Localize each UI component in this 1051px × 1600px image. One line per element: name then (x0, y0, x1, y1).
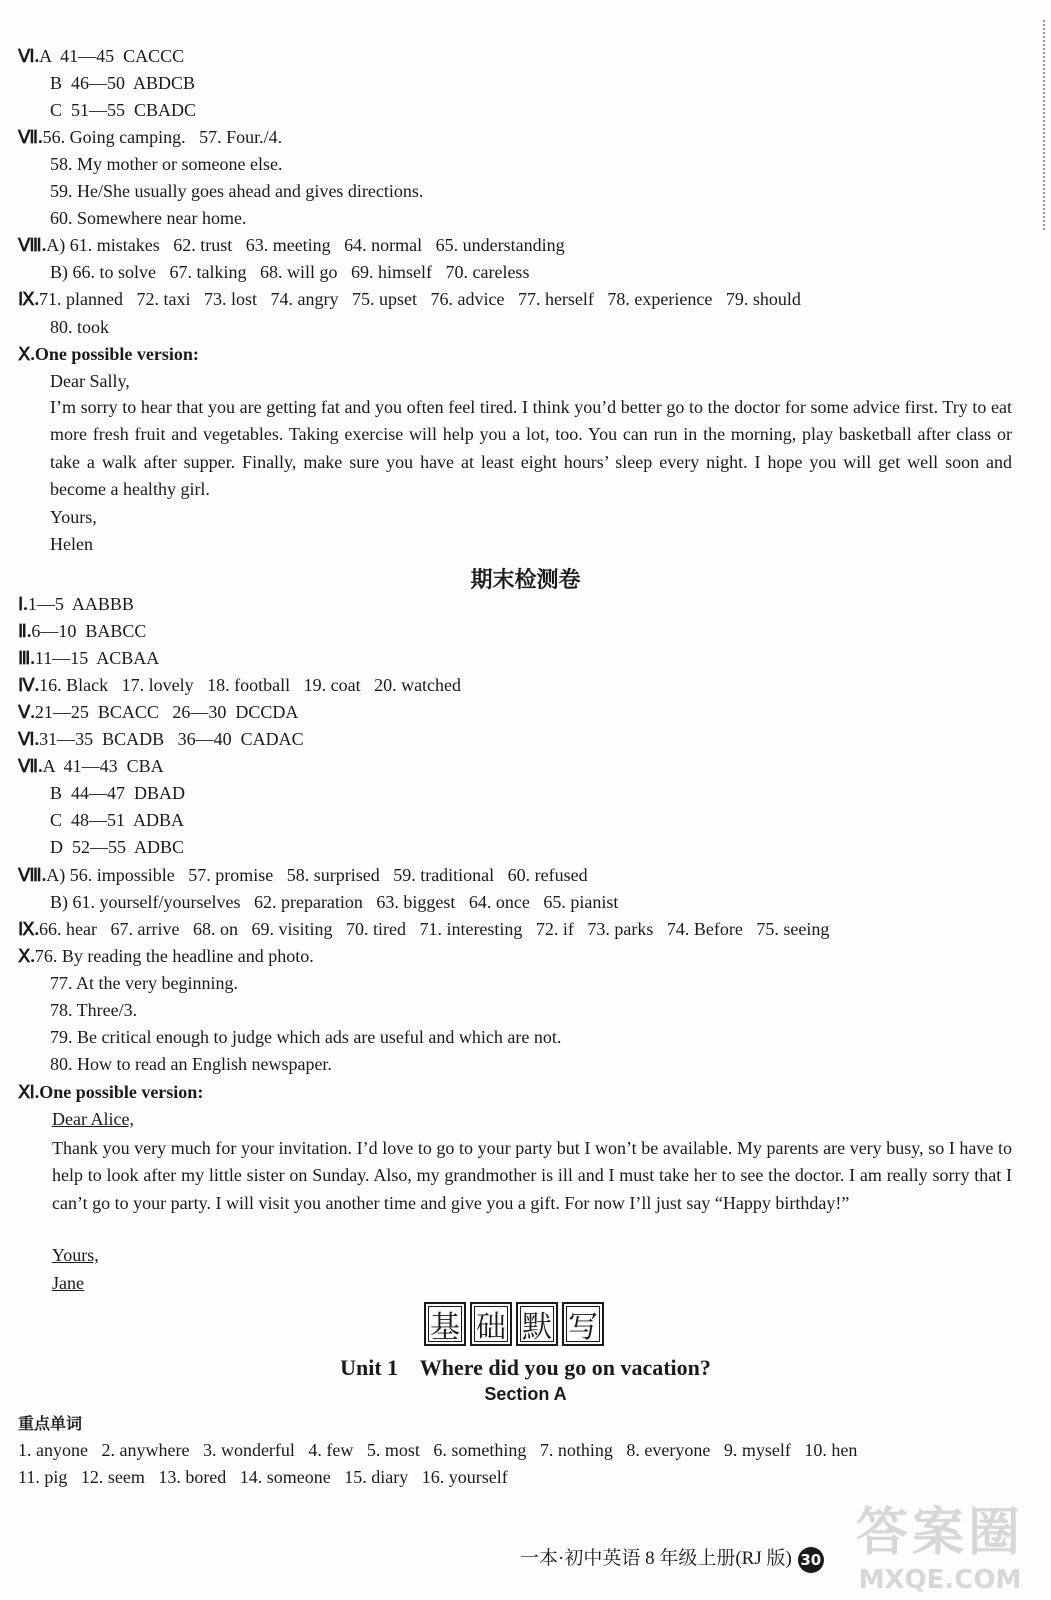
answer-text: Helen (50, 534, 93, 554)
answer-line (18, 647, 159, 669)
banner-char-1: 基 (424, 1302, 466, 1346)
section-numeral: Ⅵ. (18, 729, 40, 749)
answer-line (50, 207, 246, 229)
unit-title: Unit 1 Where did you go on vacation? (340, 1355, 711, 1380)
answer-text: 78. Three/3. (50, 1000, 138, 1020)
vocab-heading: 重点单词 (18, 1414, 83, 1433)
answer-line (18, 701, 298, 723)
section-numeral: Ⅸ. (18, 289, 40, 309)
section-numeral: Ⅳ. (18, 675, 40, 695)
answer-line (50, 809, 184, 831)
answer-line (50, 782, 185, 804)
answer-line (50, 533, 93, 555)
answer-line (50, 316, 109, 338)
answer-text: 16. Black 17. lovely 18. football 19. coat 20. watched (39, 675, 462, 695)
answer-text: 80. took (50, 317, 110, 337)
answer-line (50, 1053, 332, 1075)
answer-text: One possible version: (39, 1082, 204, 1102)
section-numeral: Ⅺ. (18, 1082, 40, 1102)
answer-text: 21—25 BCACC 26—30 DCCDA (34, 702, 299, 722)
answer-line (50, 261, 529, 283)
answer-line (50, 1026, 561, 1048)
section-numeral: Ⅷ. (18, 865, 47, 885)
section-numeral: Ⅵ. (18, 46, 40, 66)
answer-text: B) 61. yourself/yourselves 62. preparation 63. biggest 64. once 65. pianist (50, 892, 619, 912)
answer-line (18, 674, 461, 696)
answer-text: B) 66. to solve 67. talking 68. will go 69. himself 70. careless (50, 262, 530, 282)
vocab-line-2: 11. pig 12. seem 13. bored 14. someone 15. diary 16. yourself (18, 1467, 508, 1487)
answer-text: 1—5 AABBB (27, 594, 134, 614)
answer-line (52, 1108, 134, 1130)
answer-line (50, 999, 137, 1021)
banner-char-3: 默 (516, 1302, 558, 1346)
answer-text: B 44—47 DBAD (50, 783, 186, 803)
section-numeral: Ⅲ. (18, 648, 35, 668)
section-numeral: Ⅱ. (18, 621, 32, 641)
vocab-line-1: 1. anyone 2. anywhere 3. wonderful 4. few 5. most 6. something 7. nothing 8. everyone 9. myself 10. hen (18, 1440, 858, 1460)
section-title: Section A (484, 1384, 567, 1404)
section-numeral: Ⅶ. (18, 127, 43, 147)
answer-line (18, 620, 146, 642)
section-numeral: Ⅶ. (18, 756, 43, 776)
banner-char-2: 础 (470, 1302, 512, 1346)
answer-line (50, 72, 195, 94)
answer-line (52, 1272, 84, 1294)
answer-line (18, 1081, 203, 1103)
answer-text: 58. My mother or someone else. (50, 154, 283, 174)
basic-dictation-banner (424, 1302, 604, 1346)
answer-line (50, 370, 130, 392)
answer-line (18, 343, 199, 365)
section-numeral: Ⅰ. (18, 594, 28, 614)
answer-text: B 46—50 ABDCB (50, 73, 196, 93)
answer-text: A 41—43 CBA (42, 756, 164, 776)
answer-line (50, 972, 238, 994)
answer-text: 76. By reading the headline and photo. (34, 946, 314, 966)
section-numeral: Ⅹ. (18, 344, 35, 364)
answer-text: A) 56. impossible 57. promise 58. surprised 59. traditional 60. refused (46, 865, 588, 885)
final-exam-title: 期末检测卷 (470, 568, 581, 593)
answer-line (52, 1244, 99, 1266)
answer-line (18, 755, 164, 777)
answer-text: Yours, (52, 1245, 99, 1265)
answer-line (18, 945, 314, 967)
answer-line (50, 506, 97, 528)
answer-line (50, 836, 184, 858)
answer-line (18, 288, 801, 310)
section-numeral: Ⅹ. (18, 946, 35, 966)
letter-body-sally: I’m sorry to hear that you are getting fat and you often feel tired. I think you’d better go to the doctor for some advice first. Try to eat more fresh fruit and vegetables. Taking exercise will help you a lot, too. You can run in the morning, play basketball after class or take a walk after supper. Finally, make sure you have at least eight hours’ sleep every night. I hope you will get well soon and become a healthy girl. (50, 397, 1012, 499)
answer-line (18, 918, 829, 940)
answer-text: 56. Going camping. 57. Four./4. (42, 127, 283, 147)
answer-line (18, 234, 565, 256)
page-number: 30 (798, 1547, 824, 1573)
answer-line (18, 45, 184, 67)
watermark-url: MXQE.COM (858, 1565, 1022, 1595)
answer-text: 66. hear 67. arrive 68. on 69. visiting 70. tired 71. interesting 72. if 73. parks 74. Before 75. seeing (39, 919, 830, 939)
answer-text: Yours, (50, 507, 97, 527)
answer-text: One possible version: (34, 344, 199, 364)
watermark-logo-text: 答案圈 (855, 1503, 1024, 1563)
section-numeral: Ⅴ. (18, 702, 35, 722)
banner-char-4: 写 (562, 1302, 604, 1346)
answer-text: 31—35 BCADB 36—40 CADAC (39, 729, 304, 749)
answer-text: C 48—51 ADBA (50, 810, 185, 830)
answer-text: D 52—55 ADBC (50, 837, 185, 857)
answer-text: C 51—55 CBADC (50, 100, 197, 120)
answer-text: 80. How to read an English newspaper. (50, 1054, 332, 1074)
letter-body-alice: Thank you very much for your invitation. I’d love to go to your party but I won’t be available. My parents are very busy, so I have to help to look after my little sister on Sunday. Also, my grandmother is ill and I must take her to see the doctor. I am really sorry that I can’t go to your party. I will visit you another time and give you a gift. For now I’ll just say “Happy birthday!” (52, 1138, 1012, 1213)
answer-text: Dear Alice, (52, 1109, 134, 1129)
answer-line (18, 728, 304, 750)
answer-text: 60. Somewhere near home. (50, 208, 247, 228)
answer-text: A 41—45 CACCC (39, 46, 185, 66)
answer-text: 6—10 BABCC (31, 621, 147, 641)
answer-line (18, 864, 588, 886)
dotted-margin (1043, 20, 1047, 230)
answer-line (50, 180, 423, 202)
answer-text: Dear Sally, (50, 371, 130, 391)
answer-line (18, 593, 134, 615)
answer-text: 77. At the very beginning. (50, 973, 238, 993)
answer-text: A) 61. mistakes 62. trust 63. meeting 64. normal 65. understanding (46, 235, 565, 255)
answer-text: 71. planned 72. taxi 73. lost 74. angry 75. upset 76. advice 77. herself 78. experience 79. should (39, 289, 801, 309)
answer-line (50, 891, 618, 913)
answer-text: 11—15 ACBAA (34, 648, 160, 668)
answer-line (50, 99, 196, 121)
watermark (840, 1490, 1040, 1595)
answer-text: Jane (52, 1273, 84, 1293)
answer-text: 59. He/She usually goes ahead and gives directions. (50, 181, 424, 201)
answer-line (18, 126, 282, 148)
page-footer (520, 1543, 824, 1573)
answer-text: 79. Be critical enough to judge which ads are useful and which are not. (50, 1027, 562, 1047)
footer-title: 一本·初中英语 8 年级上册(RJ 版) (520, 1548, 792, 1569)
section-numeral: Ⅸ. (18, 919, 40, 939)
section-numeral: Ⅷ. (18, 235, 47, 255)
answer-line (50, 153, 282, 175)
